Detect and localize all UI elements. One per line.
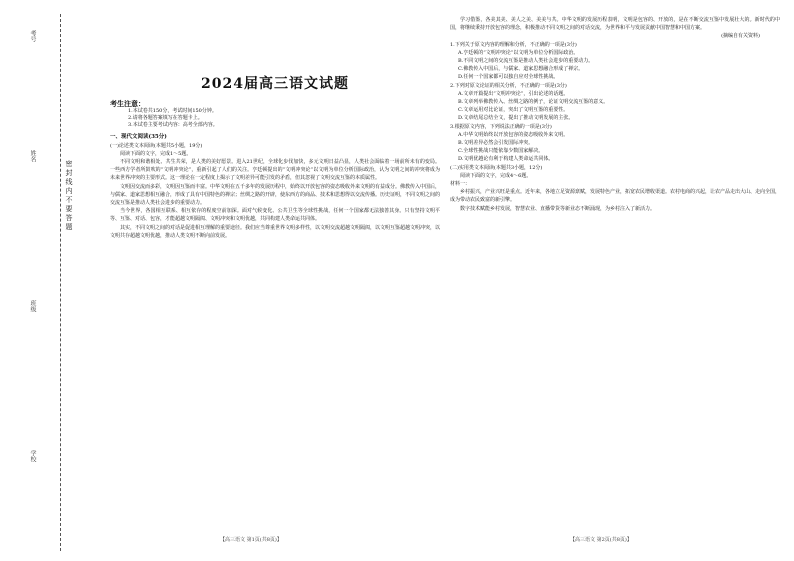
question: 3.根据原文内容，下列说法正确的一项是(3分) (450, 123, 552, 130)
passage-paragraph: 乡村振兴，产业兴旺是重点。近年来，各地立足资源禀赋，发展特色产业，拓宽农民增收渠道。农村电商的兴起，让农产品走出大山、走向全国，成为带动农民致富的新引擎。 (450, 189, 781, 204)
passage-paragraph: 学习借鉴，各美其美、美人之美、美美与共。中华文明的发展历程表明，文明是包容的、开放的，是在不断交流互鉴中发展壮大的。新时代的中国，将继续秉持开放包容的理念，积极推动不同文明之间的对话交流，为世界和平与发展贡献中国智慧和中国方案。 (450, 17, 780, 32)
left-column (110, 60, 440, 240)
label-school: 学校 (29, 450, 36, 462)
instruction: 阅读下面的文字，完成4～6题。 (460, 172, 532, 179)
passage-paragraph: 当今世界，各国相互联系、相互依存的程度空前加深。面对气候变化、公共卫生等全球性挑战，任何一个国家都无法独善其身。只有坚持文明平等、互鉴、对话、包容，才能超越文明隔阂、文明冲突和文明优越，共同构建人类命运共同体。 (110, 208, 440, 223)
label-exam-no: 考号 (29, 30, 36, 42)
passage-paragraph: 不同文明和谐相处、共生共荣，是人类的美好愿景。进入21世纪，全球化步伐加快，多元文明日益凸显，人类社会面临着一场前所未有的变局。一些西方学者所鼓吹的“文明冲突论”，重新引起了人们的关注。亨廷顿提出的“文明冲突论”以文明为单位分析国际政治，认为文明之间的冲突将成为未来世界冲突的主要形式。这一理论在一定程度上揭示了文明差异可能引发的矛盾，但其忽视了文明交流互鉴的本质属性。 (110, 159, 440, 182)
option: B.文章列举佛教传入、丝绸之路的例子，论证文明交流互鉴的意义。 (458, 99, 609, 106)
option: C.文章运用对比论证，突出了文明互鉴的重要性。 (458, 107, 569, 114)
notice-title: 考生注意： (110, 99, 145, 109)
option: C.佛教传入中国后，与儒家、道家思想融合形成了禅宗。 (458, 66, 584, 73)
option: A.文章开篇提出“文明冲突论”，引出论述的话题。 (458, 90, 569, 97)
notice-item: 2.请将各题答案填写在答题卡上。 (128, 115, 203, 122)
option: A.中华文明始终以开放包容的姿态吸收外来文明。 (458, 131, 569, 138)
option: A.亨廷顿的“文明冲突论”以文明为单位分析国际政治。 (458, 49, 579, 56)
option: D.任何一个国家都可以独自应对全球性挑战。 (458, 74, 559, 81)
seal-line (60, 14, 61, 551)
passage-paragraph: 文明因交流而多彩，文明因互鉴而丰富。中华文明在五千多年的发展历程中，始终以开放包容的姿态吸收外来文明的有益成分。佛教传入中国后，与儒家、道家思想相互融合，形成了具有中国特色的禅宗；丝绸之路的开辟，使东西方的商品、技术和思想得以交流传播。历史证明，不同文明之间的交流互鉴是推动人类社会进步的重要动力。 (110, 183, 441, 207)
right-column (450, 16, 780, 213)
option: B.不同文明之间的交流互鉴是推动人类社会进步的重要动力。 (458, 58, 594, 65)
option: C.全球性挑战只能依靠少数国家解决。 (458, 148, 544, 155)
option: B.文明差异必然会引发国际冲突。 (458, 140, 534, 147)
subsection-heading: (一)论述类文本阅读(本题共5小题，19分) (110, 142, 203, 149)
label-class: 班级 (29, 300, 36, 312)
option: D.文章结尾总结全文，提出了推动文明发展的主张。 (458, 115, 574, 122)
page-footer: 【高三语文 第1页(共8页)】 (220, 537, 282, 543)
material-label: 材料一： (450, 181, 471, 188)
page-footer: 【高三语文 第2页(共8页)】 (570, 537, 632, 543)
seal-text: 密封线内不要答题 (65, 160, 73, 232)
section-heading: 一、现代文阅读(35分) (110, 134, 167, 141)
page-title: 2024届高三语文试题 (201, 76, 349, 92)
passage-paragraph: 数字技术赋能乡村发展，智慧农业、直播带货等新业态不断涌现，为乡村注入了新活力。 (460, 205, 656, 212)
source-note: (摘编自有关资料) (721, 33, 760, 40)
question: 1.下列关于原文内容的理解和分析，不正确的一项是(3分) (450, 41, 577, 48)
label-name: 姓名 (29, 150, 36, 162)
subsection-heading: (二)实用类文本阅读(本题共3小题，12分) (450, 164, 543, 171)
binding-margin (0, 0, 92, 561)
question: 2.下列对原文论证的相关分析，不正确的一项是(3分) (450, 82, 567, 89)
option: D.文明优越论有利于构建人类命运共同体。 (458, 156, 554, 163)
notice-item: 3.本试卷主要考试内容：高考全部内容。 (128, 122, 218, 129)
passage-paragraph: 其实，不同文明之间的对话是促进相互理解的重要途径。我们应当尊重世界文明多样性，以文明交流超越文明隔阂，以文明互鉴超越文明冲突，以文明共存超越文明优越，推动人类文明不断向前发展。 (110, 224, 441, 239)
instruction: 阅读下面的文字，完成1～5题。 (120, 150, 192, 157)
notice-item: 1.本试卷共150分，考试时间150分钟。 (128, 108, 217, 115)
